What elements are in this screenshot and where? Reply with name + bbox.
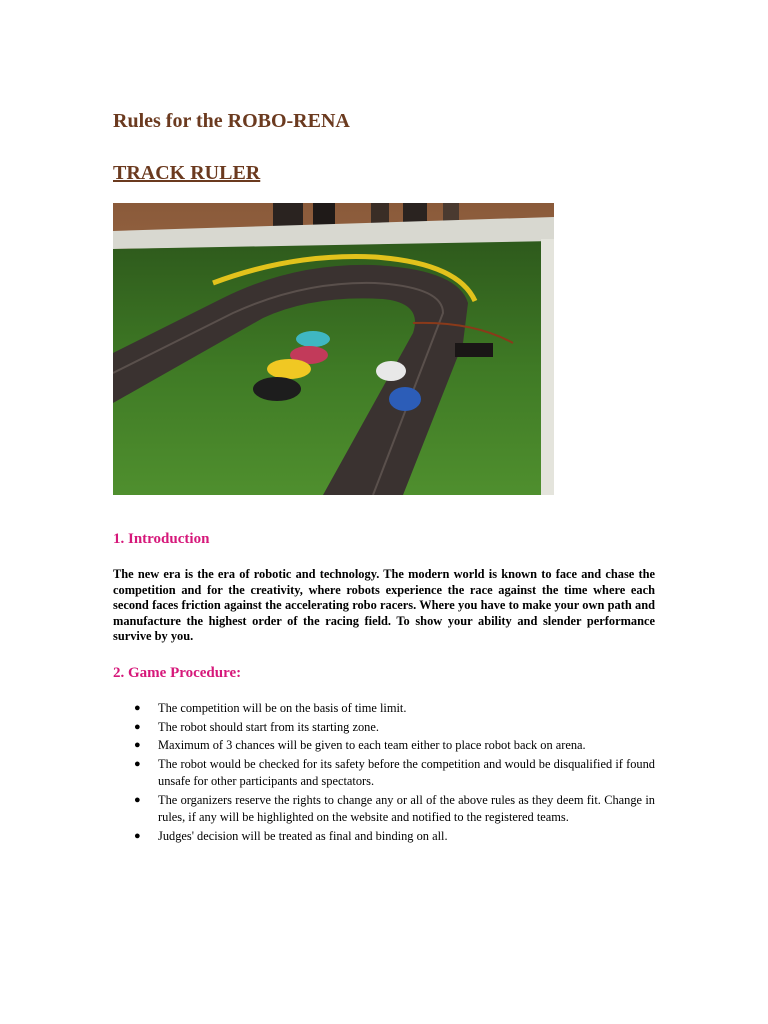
list-item <box>113 828 655 845</box>
bullet-icon: ● <box>134 758 141 771</box>
list-item-text: Judges' decision will be treated as final and binding on all. <box>158 828 448 843</box>
bullet-icon: ● <box>134 720 141 733</box>
section-heading-introduction: 1. Introduction <box>113 531 210 547</box>
toy-car-blue <box>389 387 421 411</box>
list-item <box>113 756 655 790</box>
bullet-icon: ● <box>134 794 141 807</box>
list-item <box>113 792 655 826</box>
toy-car-teal <box>296 331 330 347</box>
list-item <box>113 719 655 736</box>
controller-box <box>455 343 493 357</box>
bullet-icon: ● <box>134 702 141 714</box>
list-item <box>113 737 655 754</box>
toy-car-black <box>253 377 301 401</box>
slot-car-track-photo <box>113 203 554 495</box>
list-item <box>113 700 655 717</box>
list-item-text: The competition will be on the basis of time limit. <box>158 701 407 715</box>
arena-side-wall <box>541 239 554 495</box>
list-item-text: The robot would be checked for its safety before the competition and would be disqualified if found unsafe for other participants and spectators. <box>158 757 655 789</box>
list-item-text: Maximum of 3 chances will be given to each team either to place robot back on arena. <box>158 738 586 753</box>
list-item-text: The robot should start from its starting zone. <box>158 719 379 734</box>
list-item-text: The organizers reserve the rights to change any or all of the above rules as they deem fit. Change in rules, if any will be highlighted on the website and notified to the registered teams. <box>158 793 655 825</box>
document-title: Rules for the ROBO-RENA <box>113 110 350 132</box>
document-subtitle: TRACK RULER <box>113 162 261 184</box>
bullet-icon: ● <box>134 829 141 842</box>
game-procedure-list <box>113 700 655 847</box>
bullet-icon: ● <box>134 739 141 752</box>
toy-car-yellow <box>267 359 311 379</box>
section-heading-game-procedure: 2. Game Procedure: <box>113 665 242 681</box>
introduction-paragraph: The new era is the era of robotic and technology. The modern world is known to face and chase the competition and for the creativity, where robots experience the race against the time where each second faces friction against the accelerating robo racers. Where you have to make your own path and manufacture the highest order of the racing field. To show your ability and slender performance survive by you. <box>113 567 655 644</box>
toy-car-white <box>376 361 406 381</box>
